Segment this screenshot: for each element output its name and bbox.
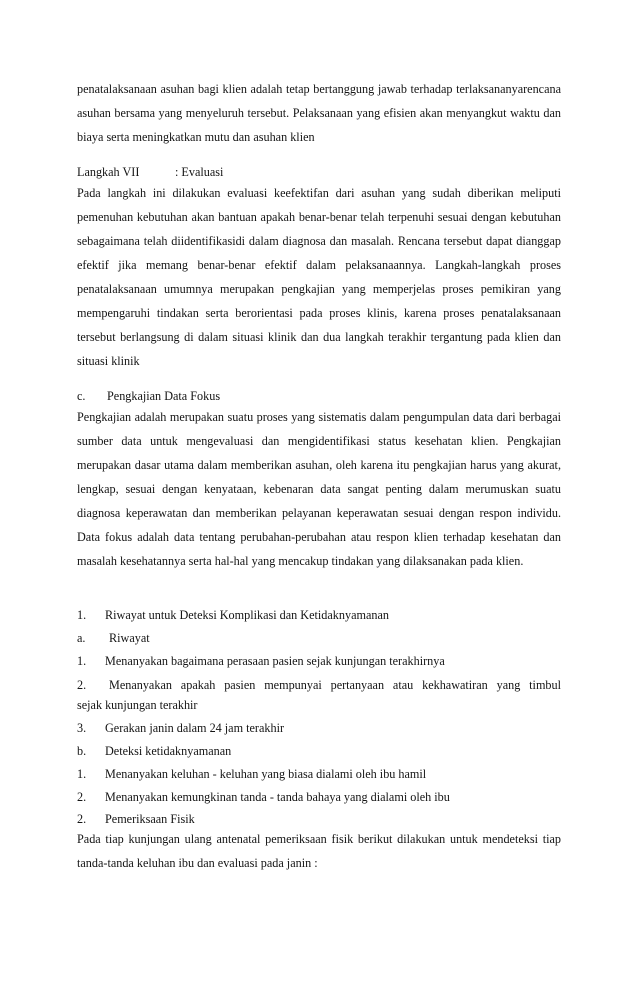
- list-item-number: 2.: [77, 790, 87, 804]
- list-item-text: Menanyakan kemungkinan tanda - tanda bahaya yang dialami oleh ibu: [105, 790, 450, 804]
- list-item: [77, 789, 561, 805]
- list-item-text: Menanyakan keluhan - keluhan yang biasa dialami oleh ibu hamil: [105, 767, 427, 781]
- paragraph-pemeriksaan-fisik: Pada tiap kunjungan ulang antenatal pemeriksaan fisik berikut dilakukan untuk mendeteksi tiap tanda-tanda keluhan ibu dan evaluasi pada janin :: [77, 832, 561, 870]
- list-item: [77, 653, 561, 669]
- list-item-number: 2.: [77, 812, 87, 826]
- list-item-number: a.: [77, 631, 86, 645]
- list-item: [77, 677, 561, 693]
- heading-langkah-vii-label: Langkah VII: [77, 165, 140, 179]
- heading-pengkajian-data-fokus: [77, 388, 561, 404]
- list-item: [77, 811, 561, 827]
- list-item-number: 1.: [77, 608, 87, 622]
- list-item: [77, 766, 561, 782]
- list-item-number: 1.: [77, 654, 87, 668]
- heading-c-number: c.: [77, 389, 86, 403]
- list-item-number: 3.: [77, 721, 87, 735]
- heading-c-title: Pengkajian Data Fokus: [107, 389, 221, 403]
- list-item-text: Gerakan janin dalam 24 jam terakhir: [105, 721, 285, 735]
- list-item-text: Menanyakan apakah pasien mempunyai pertanyaan atau kekhawatiran yang timbul: [109, 678, 561, 692]
- list-item: [77, 630, 561, 646]
- paragraph-penatalaksanaan: penatalaksanaan asuhan bagi klien adalah tetap bertanggung jawab terhadap terlaksananyarencana asuhan bersama yang menyeluruh tersebut. Pelaksanaan yang efisien akan menyangkut waktu dan biaya serta meningkatkan mutu dan asuhan klien: [77, 82, 561, 144]
- list-item-text: Riwayat untuk Deteksi Komplikasi dan Ketidaknyamanan: [105, 608, 389, 622]
- list-item-number: 2.: [77, 678, 87, 692]
- list-item: [77, 607, 561, 623]
- list-item: [77, 720, 561, 736]
- list-item-text: Deteksi ketidaknyamanan: [105, 744, 232, 758]
- list-item-continuation: sejak kunjungan terakhir: [77, 698, 198, 712]
- list-item: [77, 743, 561, 759]
- paragraph-pengkajian: Pengkajian adalah merupakan suatu proses yang sistematis dalam pengumpulan data dari berbagai sumber data untuk mengevaluasi dan mengidentifikasi status kesehatan klien. Pengkajian merupakan dasar utama dalam memberikan asuhan, oleh karena itu pengkajian harus yang akurat, lengkap, sesuai dengan kenyataan, kebenaran data sangat penting dalam merumuskan suatu diagnosa keperawatan dan memberikan pelayanan keperawatan sesuai dengan respon individu. Data fokus adalah data tentang perubahan-perubahan atau respon klien terhadap kesehatan dan masalah kesehatannya serta hal-hal yang mencakup tindakan yang dilaksanakan pada klien.: [77, 410, 561, 568]
- list-item-number: b.: [77, 744, 87, 758]
- heading-langkah-vii-value: : Evaluasi: [175, 165, 224, 179]
- paragraph-evaluasi: Pada langkah ini dilakukan evaluasi keefektifan dari asuhan yang sudah diberikan meliputi pemenuhan kebutuhan akan bantuan apakah benar-benar telah terpenuhi sesuai dengan kebutuhan sebagaimana telah diidentifikasidi dalam diagnosa dan masalah. Rencana tersebut dapat dianggap efektif jika memang benar-benar efektif dalam pelaksanaannya. Langkah-langkah proses penatalaksanaan umumnya merupakan pengkajian yang memperjelas proses pemikiran yang mempengaruhi tindakan serta berorientasi pada proses klinis, karena proses penatalaksanaan tersebut berlangsung di dalam situasi klinik dan dua langkah terakhir tergantung pada klien dan situasi klinik: [77, 186, 561, 368]
- list-item-number: 1.: [77, 767, 87, 781]
- list-item-text: Menanyakan bagaimana perasaan pasien sejak kunjungan terakhirnya: [105, 654, 445, 668]
- list-item-text: Riwayat: [109, 631, 150, 645]
- list-item-text: Pemeriksaan Fisik: [105, 812, 195, 826]
- heading-langkah-vii: [77, 164, 561, 180]
